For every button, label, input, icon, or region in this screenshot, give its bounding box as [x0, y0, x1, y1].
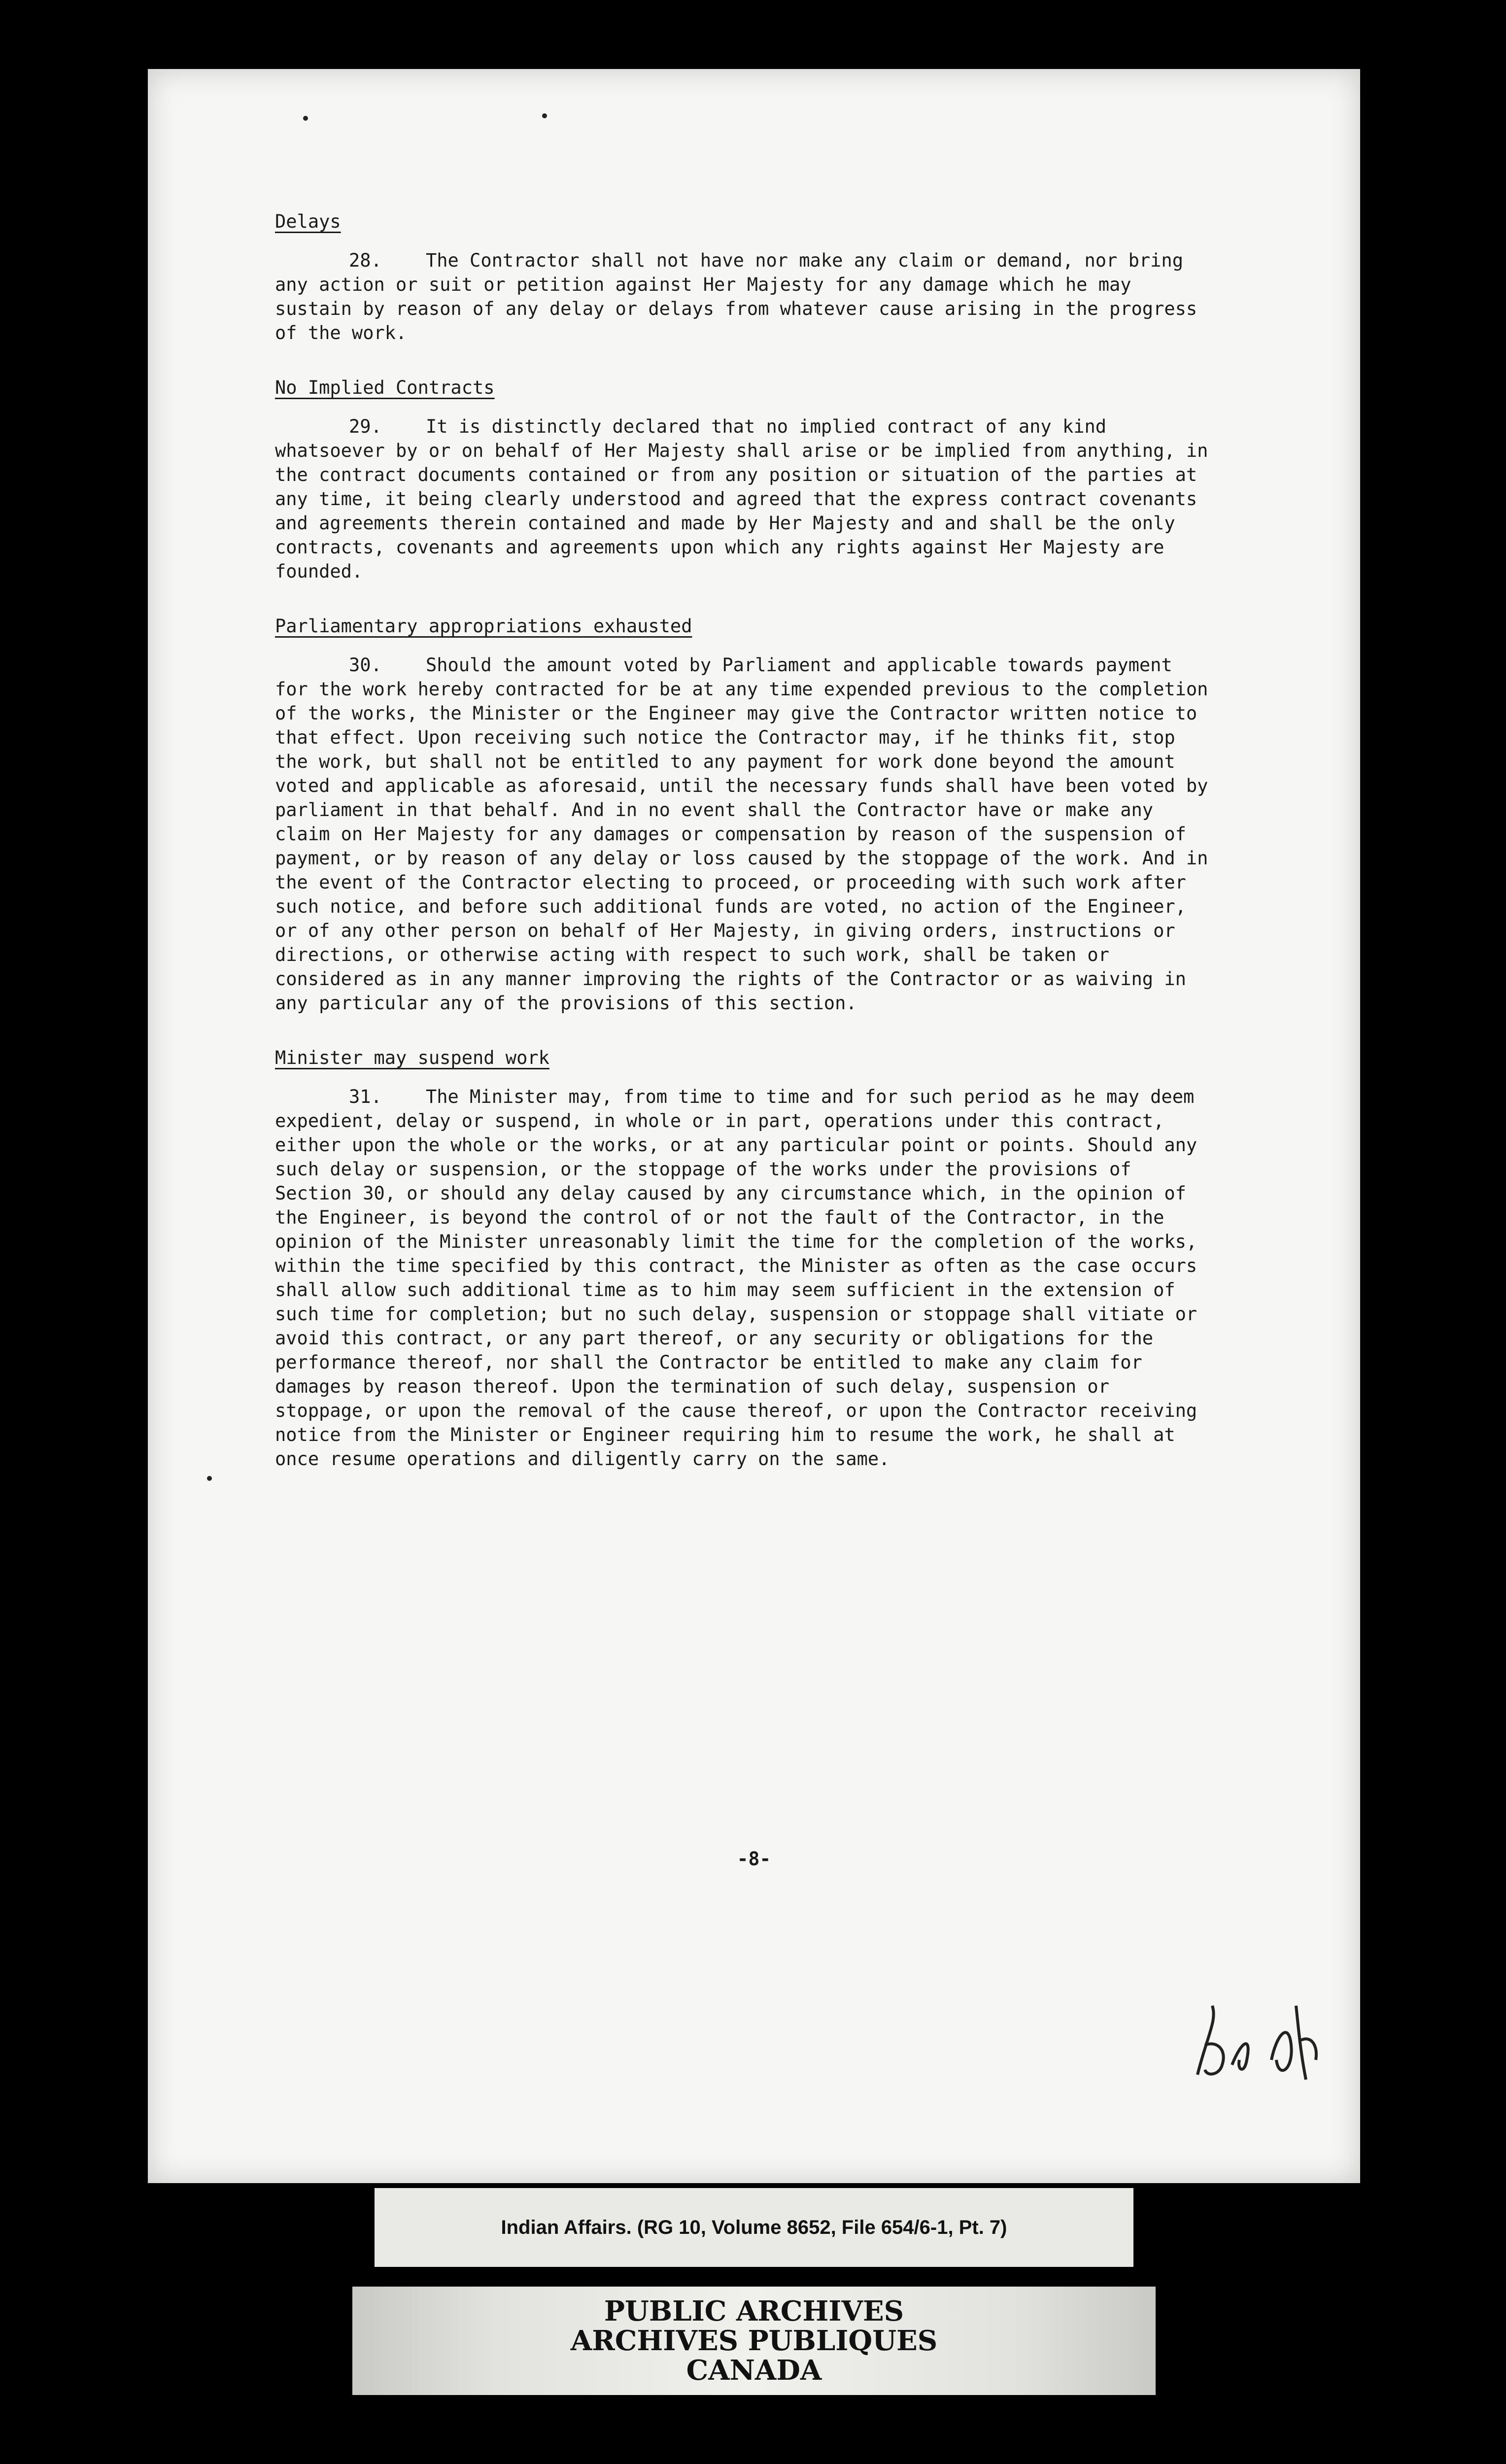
clause-text: It is distinctly declared that no implied contract of any kind whatsoever by or on behalf of Her Majesty shall arise or be implied from anything, in the contract documents contained or from any position or situation of the parties at any time, it being clearly understood and agreed that the express contract covenants and agreements therein contained and made by Her Majesty and and shall be the only contracts, covenants and agreements upon which any rights against Her Majesty are founded. — [275, 416, 1219, 582]
archive-stamp-text — [352, 2296, 1156, 2385]
section-minister-may-suspend — [275, 1046, 1211, 1471]
clause-text: The Contractor shall not have nor make any claim or demand, nor bring any action or suit or petition against Her Majesty for any damage which he may sustain by reason of any delay or delays from whatever cause arising in the progress of the work. — [275, 250, 1208, 343]
archive-reference-label: Indian Affairs. (RG 10, Volume 8652, File 654/6-1, Pt. 7) — [375, 2188, 1133, 2267]
section-parliamentary-appropriations — [275, 614, 1219, 1015]
clause-number: 31. — [349, 1086, 382, 1107]
clause-number: 28. — [349, 250, 382, 271]
section-paragraph — [275, 653, 1219, 1015]
margin-dot — [303, 116, 308, 121]
margin-dot — [542, 113, 547, 118]
section-heading: Delays — [275, 211, 341, 232]
section-heading: No Implied Contracts — [275, 377, 495, 398]
archive-stamp — [352, 2287, 1156, 2395]
page-number: -8- — [737, 1848, 771, 1870]
archive-stamp-line: ARCHIVES PUBLIQUES — [570, 2325, 938, 2357]
section-heading: Parliamentary appropriations exhausted — [275, 616, 692, 637]
archive-stamp-line: PUBLIC ARCHIVES — [604, 2295, 904, 2327]
clause-text: Should the amount voted by Parliament and applicable towards payment for the work hereby contracted for be at any time expended previous to the completion of the works, the Minister or the Engineer may give the Contractor written notice to that effect. Upon receiving such notice the Contractor may, if he thinks fit, stop the work, but shall not be entitled to any payment for work done beyond the amount voted and applicable as aforesaid, until the necessary funds shall have been voted by parliament in that behalf. And in no event shall the Contractor have or make any claim on Her Majesty for any damages or compensation by reason of the suspension of payment, or by reason of any delay or loss caused by the stoppage of the work. And in the event of the Contractor electing to proceed, or proceeding with such work after such notice, and before such additional funds are voted, no action of the Engineer, or of any other person on behalf of Her Majesty, in giving orders, instructions or directions, or otherwise acting with respect to such work, shall be taken or considered as in any manner improving the rights of the Contractor or as waiving in any particular any of the provisions of this section. — [275, 654, 1219, 1014]
archive-stamp-line: CANADA — [686, 2354, 822, 2387]
section-delays — [275, 209, 1211, 345]
section-paragraph — [275, 414, 1219, 583]
clause-number: 30. — [349, 654, 382, 676]
section-heading: Minister may suspend work — [275, 1047, 549, 1068]
clause-text: The Minister may, from time to time and for such period as he may deem expedient, delay or suspend, in whole or in part, operations under this contract, either upon the whole or the works, or at any particular point or points. Should any such delay or suspension, or the stoppage of the works under the provisions of Section 30, or should any delay caused by any circumstance which, in the opinion of the Engineer, is beyond the control of or not the fault of the Contractor, in the opinion of the Minister unreasonably limit the time for the completion of the works, within the time specified by this contract, the Minister as often as the case occurs shall allow such additional time as to him may seem sufficient in the extension of such time for completion; but no such delay, suspension or stoppage shall vitiate or avoid this contract, or any part thereof, or any security or obligations for the performance thereof, nor shall the Contractor be entitled to make any claim for damages by reason thereof. Upon the termination of such delay, suspension or stoppage, or upon the removal of the cause thereof, or upon the Contractor receiving notice from the Minister or Engineer requiring him to resume the work, he shall at once resume operations and diligently carry on the same. — [275, 1086, 1208, 1470]
section-paragraph — [275, 1085, 1211, 1471]
document-body — [275, 209, 1219, 1502]
margin-dot — [207, 1476, 212, 1481]
handwritten-initials-icon — [1178, 1976, 1335, 2104]
section-no-implied-contracts — [275, 376, 1219, 583]
section-paragraph — [275, 248, 1211, 345]
clause-number: 29. — [349, 416, 382, 437]
document-page — [148, 69, 1360, 2183]
